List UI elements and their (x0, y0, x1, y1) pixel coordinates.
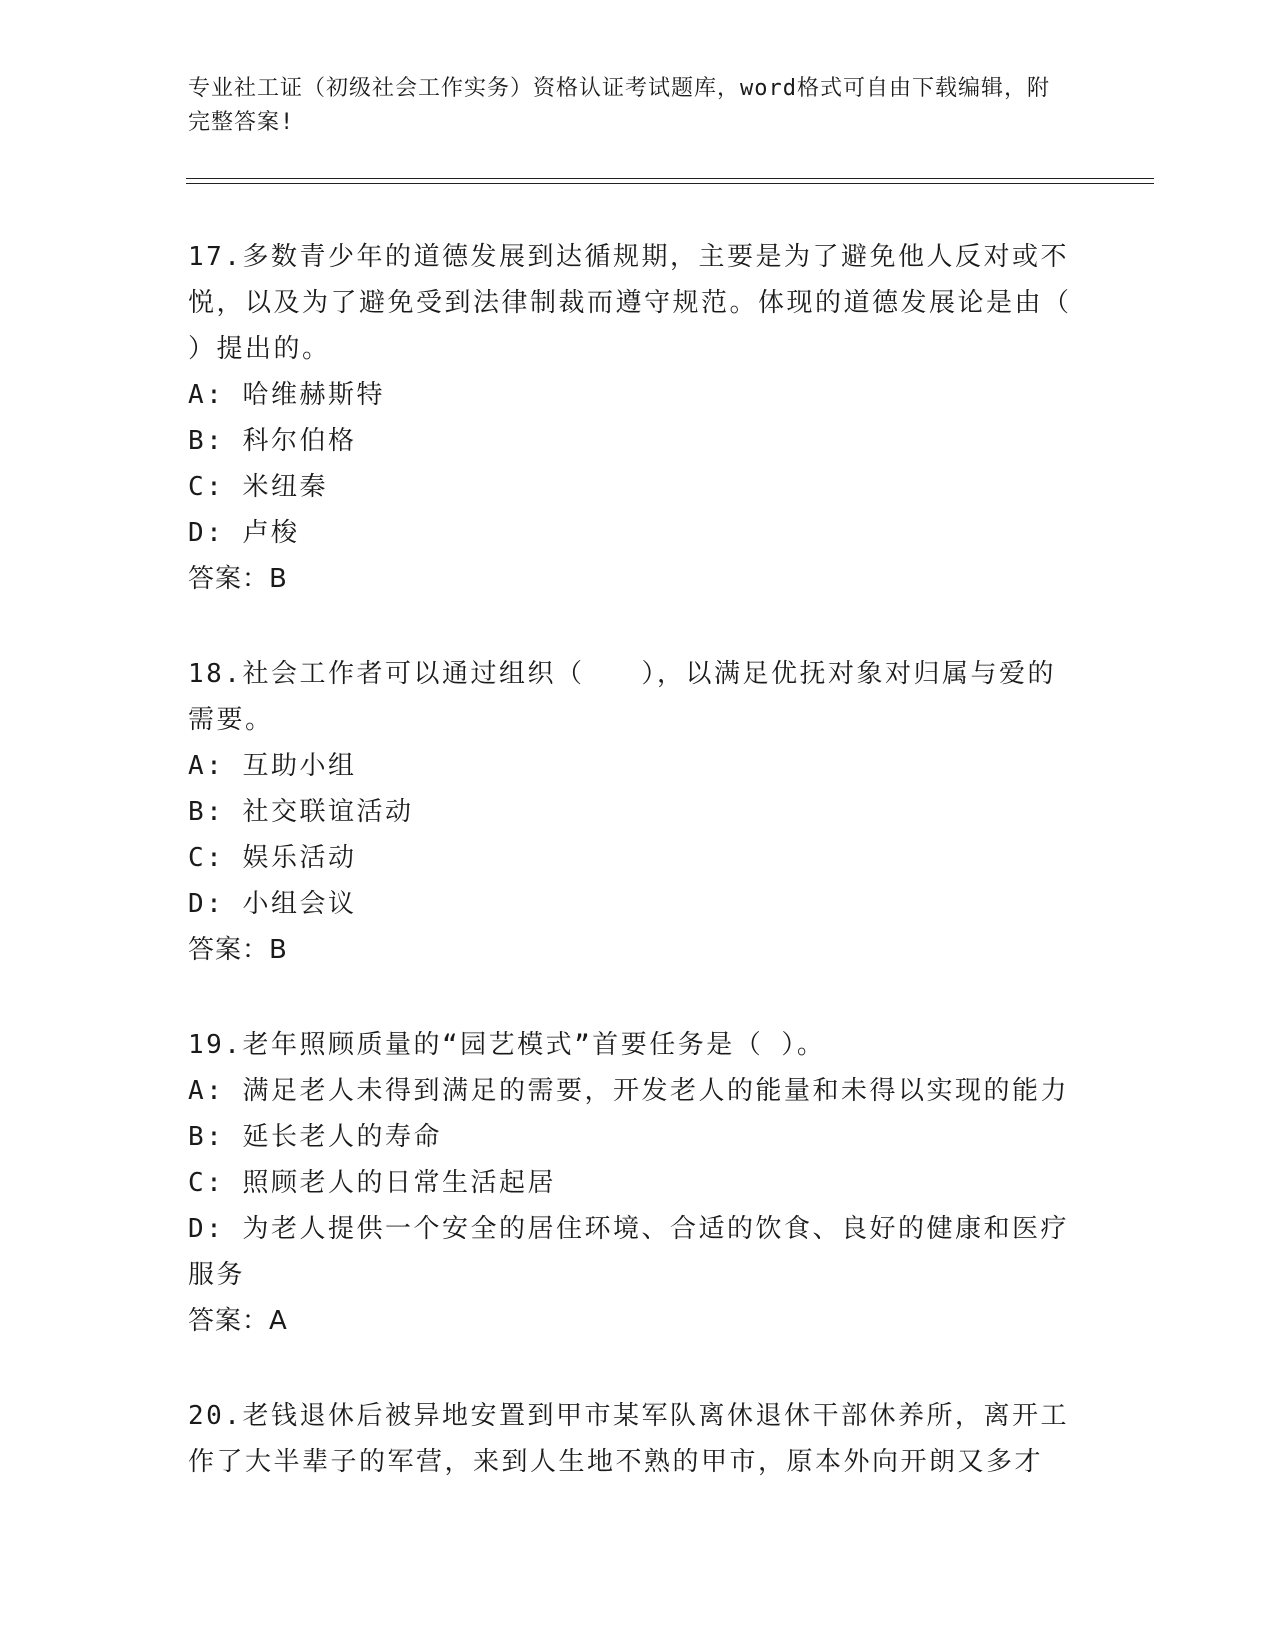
header-divider-top (186, 178, 1154, 179)
option-a (188, 1068, 1080, 1114)
option-key: C: (188, 1168, 225, 1198)
question-17 (188, 234, 1080, 602)
question-number: 20. (188, 1401, 243, 1431)
header-title: 专业社工证（初级社会工作实务）资格认证考试题库，word格式可自由下载编辑，附完整答案! (188, 76, 1050, 135)
option-text: 科尔伯格 (242, 426, 357, 456)
answer-value: B (269, 935, 288, 965)
document-header (188, 72, 1068, 140)
option-key: B: (188, 797, 225, 827)
question-number: 18. (188, 659, 243, 689)
option-key: B: (188, 1122, 225, 1152)
option-key: A: (188, 380, 225, 410)
answer-label: 答案： (188, 1306, 270, 1336)
answer-label: 答案： (188, 564, 270, 594)
option-b (188, 1114, 1080, 1160)
option-text: 卢梭 (242, 518, 300, 548)
option-key: B: (188, 426, 225, 456)
question-list (188, 234, 1080, 1534)
question-18 (188, 651, 1080, 973)
option-text: 小组会议 (242, 889, 357, 919)
option-a (188, 372, 1080, 418)
question-body: 多数青少年的道德发展到达循规期，主要是为了避免他人反对或不悦，以及为了避免受到法律制裁而遵守规范。体现的道德发展论是由（ ）提出的。 (188, 242, 1072, 364)
option-key: C: (188, 843, 225, 873)
option-text: 为老人提供一个安全的居住环境、合适的饮食、良好的健康和医疗服务 (188, 1214, 1069, 1290)
question-20 (188, 1393, 1080, 1485)
option-text: 社交联谊活动 (242, 797, 414, 827)
question-text (188, 234, 1080, 372)
option-d (188, 1206, 1080, 1298)
answer-label: 答案： (188, 935, 270, 965)
option-a (188, 743, 1080, 789)
option-d (188, 510, 1080, 556)
option-text: 哈维赫斯特 (242, 380, 385, 410)
answer-line (188, 1298, 1080, 1344)
option-b (188, 789, 1080, 835)
question-text (188, 1393, 1080, 1485)
answer-line (188, 927, 1080, 973)
option-text: 满足老人未得到满足的需要，开发老人的能量和未得以实现的能力 (242, 1076, 1069, 1106)
option-key: C: (188, 472, 225, 502)
answer-value: A (269, 1306, 288, 1336)
option-text: 互助小组 (242, 751, 357, 781)
question-number: 19. (188, 1030, 243, 1060)
option-c (188, 1160, 1080, 1206)
question-number: 17. (188, 242, 243, 272)
option-key: A: (188, 751, 225, 781)
question-body: 社会工作者可以通过组织（ ），以满足优抚对象对归属与爱的需要。 (188, 659, 1056, 735)
option-key: A: (188, 1076, 225, 1106)
header-divider-bottom (186, 183, 1154, 184)
option-text: 照顾老人的日常生活起居 (242, 1168, 556, 1198)
option-b (188, 418, 1080, 464)
question-body: 老钱退休后被异地安置到甲市某军队离休退休干部休养所，离开工作了大半辈子的军营，来到人生地不熟的甲市，原本外向开朗又多才 (188, 1401, 1069, 1477)
option-key: D: (188, 1214, 225, 1244)
option-key: D: (188, 518, 225, 548)
option-key: D: (188, 889, 225, 919)
question-text (188, 651, 1080, 743)
question-19 (188, 1022, 1080, 1344)
question-text (188, 1022, 1080, 1068)
option-text: 娱乐活动 (242, 843, 357, 873)
question-body: 老年照顾质量的“园艺模式”首要任务是（ ）。 (242, 1030, 826, 1060)
option-d (188, 881, 1080, 927)
option-c (188, 835, 1080, 881)
answer-value: B (269, 564, 288, 594)
option-text: 延长老人的寿命 (242, 1122, 442, 1152)
option-c (188, 464, 1080, 510)
answer-line (188, 556, 1080, 602)
option-text: 米纽秦 (242, 472, 328, 502)
